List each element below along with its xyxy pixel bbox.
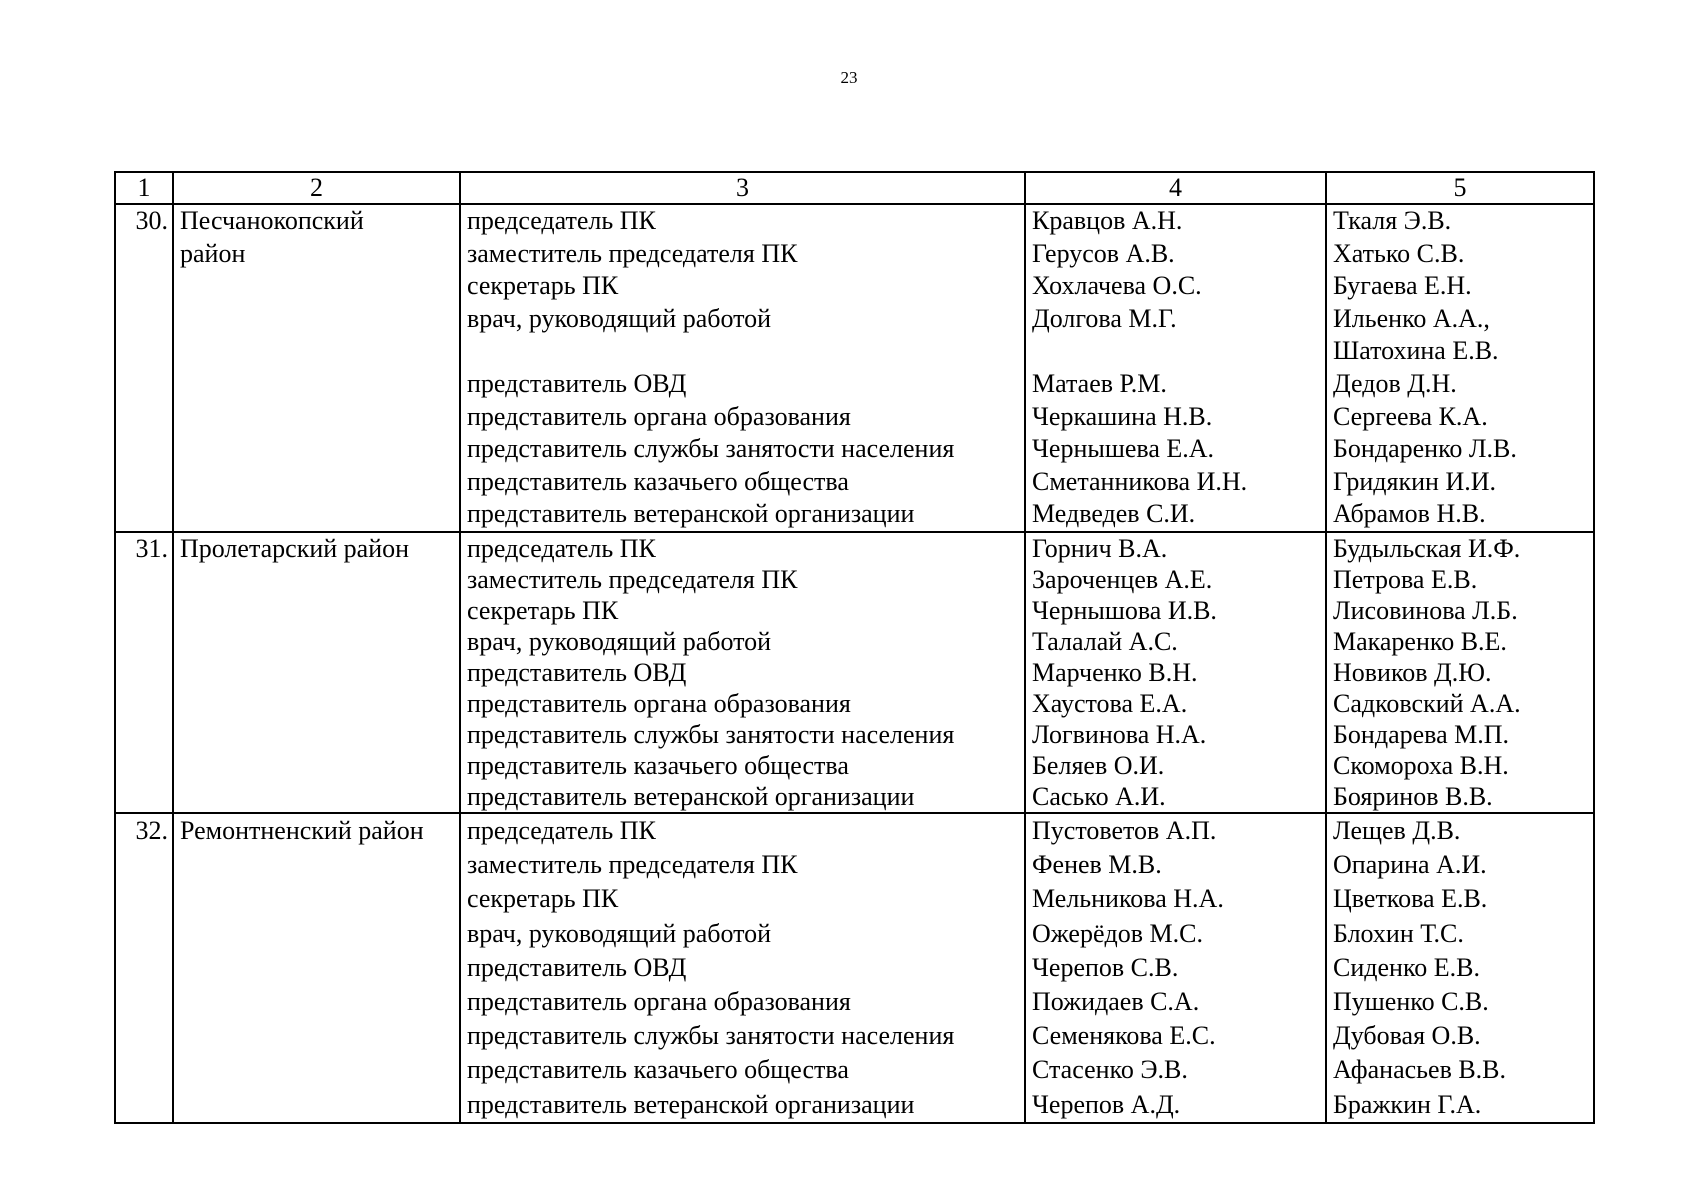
position-line: заместитель председателя ПК [467, 564, 798, 594]
reserve-cell [1326, 813, 1594, 1123]
reserve-name: Афанасьев В.В. [1333, 1055, 1507, 1085]
header-col-4: 4 [1025, 172, 1326, 204]
member-name: Стасенко Э.В. [1032, 1055, 1188, 1085]
position-line: представитель ветеранской организации [467, 1089, 915, 1119]
member-name: Талалай А.С. [1032, 626, 1178, 656]
member-name: Долгова М.Г. [1032, 303, 1177, 333]
position-line: председатель ПК [467, 533, 656, 563]
reserve-name: Цветкова Е.В. [1333, 884, 1488, 914]
reserve-name: Бояринов В.В. [1333, 781, 1493, 811]
table-row [115, 813, 1594, 1123]
reserve-name: Лещев Д.В. [1333, 815, 1461, 845]
positions-cell [460, 532, 1025, 813]
position-line: представитель ОВД [467, 657, 687, 687]
position-line: представитель органа образования [467, 986, 851, 1016]
position-line: врач, руководящий работой [467, 303, 772, 333]
position-line: представитель казачьего общества [467, 1055, 849, 1085]
district-line: район [180, 238, 246, 268]
header-col-1: 1 [115, 172, 173, 204]
row-number [115, 813, 173, 1123]
reserve-cell [1326, 204, 1594, 532]
reserve-name: Садковский А.А. [1333, 688, 1521, 718]
reserve-name: Гридякин И.И. [1333, 466, 1497, 496]
position-line: заместитель председателя ПК [467, 850, 798, 880]
district-name [173, 204, 460, 532]
position-line: представитель ветеранской организации [467, 781, 915, 811]
position-line: заместитель председателя ПК [467, 238, 798, 268]
reserve-name: Новиков Д.Ю. [1333, 657, 1492, 687]
member-name: Герусов А.В. [1032, 238, 1175, 268]
header-col-2: 2 [173, 172, 460, 204]
row-number-text: 31. [135, 533, 168, 563]
reserve-name: Скомороха В.Н. [1333, 750, 1509, 780]
reserve-name: Ткаля Э.В. [1333, 206, 1452, 235]
position-line: председатель ПК [467, 206, 656, 235]
position-line: представитель службы занятости населения [467, 434, 955, 464]
position-line [467, 335, 1018, 368]
row-number-text: 30. [135, 206, 168, 235]
member-name: Медведев С.И. [1032, 499, 1196, 529]
position-line: представитель службы занятости населения [467, 1021, 955, 1051]
member-name: Хохлачева О.С. [1032, 271, 1202, 301]
member-name: Горнич В.А. [1032, 533, 1168, 563]
position-line: секретарь ПК [467, 271, 619, 301]
district-name [173, 813, 460, 1123]
members-cell [1025, 813, 1326, 1123]
position-line: председатель ПК [467, 815, 656, 845]
position-line: представитель органа образования [467, 401, 851, 431]
member-name: Черепов А.Д. [1032, 1089, 1181, 1119]
member-name: Кравцов А.Н. [1032, 206, 1183, 235]
reserve-name: Блохин Т.С. [1333, 918, 1464, 948]
members-cell [1025, 532, 1326, 813]
member-name: Чернышева Е.А. [1032, 434, 1215, 464]
member-name: Сметанникова И.Н. [1032, 466, 1248, 496]
table-header-row [115, 172, 1594, 204]
reserve-name: Сиденко Е.В. [1333, 952, 1480, 982]
reserve-name: Опарина А.И. [1333, 850, 1487, 880]
reserve-name: Макаренко В.Е. [1333, 626, 1507, 656]
reserve-cell [1326, 532, 1594, 813]
row-number-text: 32. [135, 815, 168, 845]
position-line: представитель ветеранской организации [467, 499, 915, 529]
position-line: представитель казачьего общества [467, 750, 849, 780]
member-name: Чернышова И.В. [1032, 595, 1217, 625]
row-number [115, 532, 173, 813]
member-name: Фенев М.В. [1032, 850, 1162, 880]
district-line: Пролетарский район [180, 533, 410, 563]
member-name: Сасько А.И. [1032, 781, 1166, 811]
positions-cell [460, 813, 1025, 1123]
member-name: Семенякова Е.С. [1032, 1021, 1216, 1051]
members-cell [1025, 204, 1326, 532]
reserve-name: Хатько С.В. [1333, 238, 1465, 268]
position-line: представитель службы занятости населения [467, 719, 955, 749]
member-name [1032, 335, 1319, 368]
header-col-5: 5 [1326, 172, 1594, 204]
member-name: Марченко В.Н. [1032, 657, 1198, 687]
reserve-name: Абрамов Н.В. [1333, 499, 1486, 529]
reserve-name: Дубовая О.В. [1333, 1021, 1481, 1051]
member-name: Пожидаев С.А. [1032, 986, 1200, 1016]
member-name: Беляев О.И. [1032, 750, 1165, 780]
commission-table [114, 171, 1595, 1124]
reserve-name: Лисовинова Л.Б. [1333, 595, 1518, 625]
position-line: врач, руководящий работой [467, 626, 772, 656]
reserve-name: Бондарева М.П. [1333, 719, 1510, 749]
member-name: Ожерёдов М.С. [1032, 918, 1203, 948]
position-line: представитель ОВД [467, 952, 687, 982]
row-number [115, 204, 173, 532]
reserve-name: Сергеева К.А. [1333, 401, 1488, 431]
position-line: врач, руководящий работой [467, 918, 772, 948]
reserve-name: Будыльская И.Ф. [1333, 533, 1521, 563]
member-name: Черкашина Н.В. [1032, 401, 1213, 431]
reserve-name: Дедов Д.Н. [1333, 368, 1457, 398]
member-name: Пустоветов А.П. [1032, 815, 1217, 845]
member-name: Логвинова Н.А. [1032, 719, 1207, 749]
district-line: Песчанокопский [180, 206, 364, 235]
reserve-name: Петрова Е.В. [1333, 564, 1478, 594]
member-name: Зароченцев А.Е. [1032, 564, 1213, 594]
position-line: секретарь ПК [467, 595, 619, 625]
member-name: Хаустова Е.А. [1032, 688, 1188, 718]
reserve-name: Бугаева Е.Н. [1333, 271, 1472, 301]
reserve-name: Бражкин Г.А. [1333, 1089, 1482, 1119]
page-number: 23 [840, 68, 858, 87]
position-line: представитель казачьего общества [467, 466, 849, 496]
position-line: представитель ОВД [467, 368, 687, 398]
reserve-name: Ильенко А.А., [1333, 303, 1490, 333]
member-name: Мельникова Н.А. [1032, 884, 1224, 914]
reserve-name: Шатохина Е.В. [1333, 336, 1499, 366]
reserve-name: Пушенко С.В. [1333, 986, 1489, 1016]
district-line: Ремонтненский район [180, 815, 424, 845]
table-row [115, 532, 1594, 813]
positions-cell [460, 204, 1025, 532]
member-name: Черепов С.В. [1032, 952, 1179, 982]
position-line: представитель органа образования [467, 688, 851, 718]
district-name [173, 532, 460, 813]
header-col-3: 3 [460, 172, 1025, 204]
table-row [115, 204, 1594, 532]
reserve-name: Бондаренко Л.В. [1333, 434, 1517, 464]
member-name: Матаев Р.М. [1032, 368, 1167, 398]
position-line: секретарь ПК [467, 884, 619, 914]
